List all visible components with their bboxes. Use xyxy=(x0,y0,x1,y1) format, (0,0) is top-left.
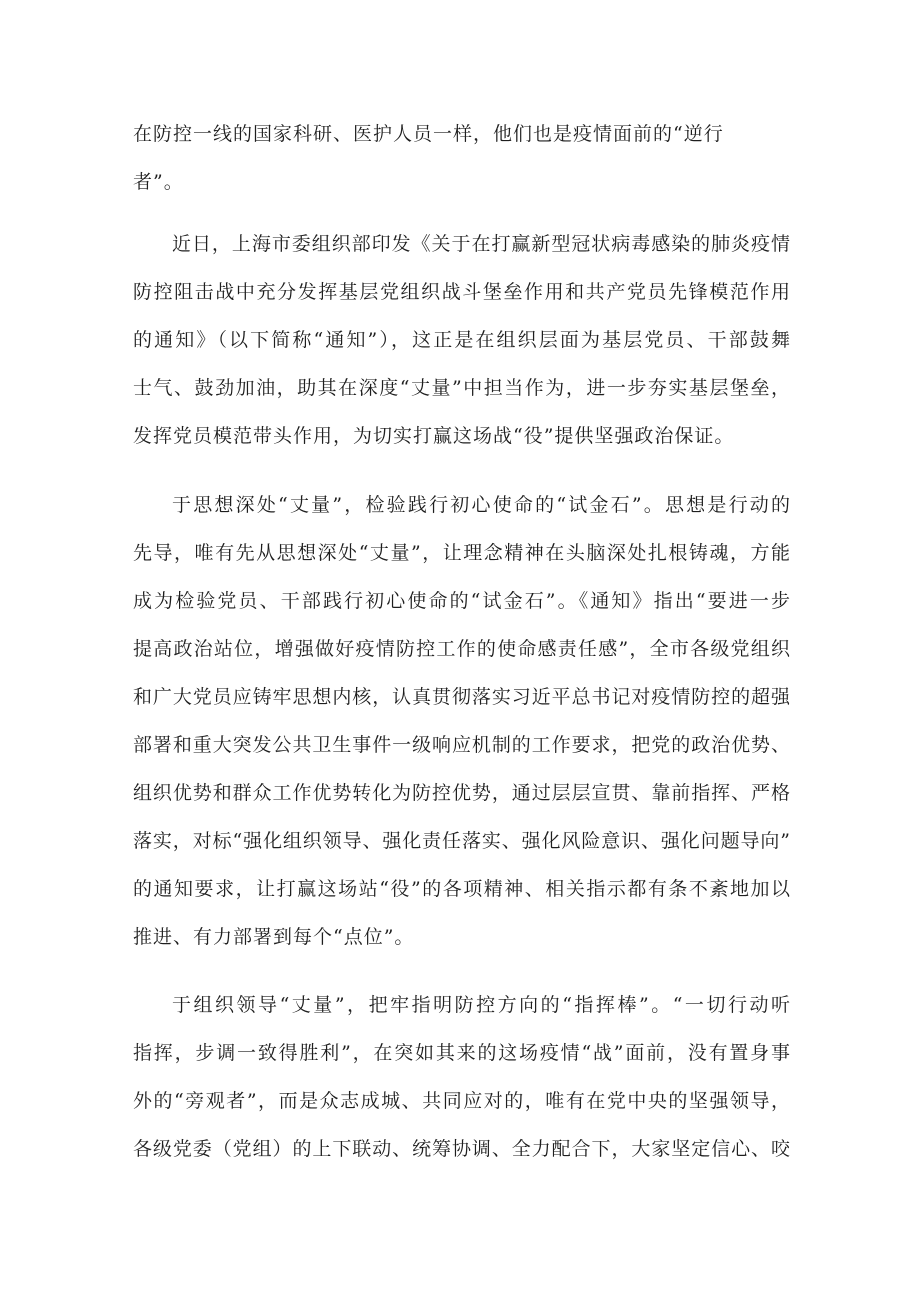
text-line: 防控阻击战中充分发挥基层党组织战斗堡垒作用和共产党员先锋模范作用 xyxy=(133,281,790,303)
paragraph-4 xyxy=(133,981,790,1173)
text-line: 各级党委（党组）的上下联动、统筹协调、全力配合下，大家坚定信心、咬 xyxy=(133,1138,790,1160)
text-line: 推进、有力部署到每个“点位”。 xyxy=(133,926,415,948)
text-line: 于思想深处“丈量”，检验践行初心使命的“试金石”。思想是行动的 xyxy=(172,494,790,516)
text-line: 近日，上海市委组织部印发《关于在打赢新型冠状病毒感染的肺炎疫情 xyxy=(172,233,790,255)
paragraph-1 xyxy=(133,110,790,206)
text-line: 在防控一线的国家科研、医护人员一样，他们也是疫情面前的“逆行 xyxy=(133,123,724,145)
text-line: 者”。 xyxy=(133,171,184,193)
text-line: 和广大党员应铸牢思想内核，认真贯彻落实习近平总书记对疫情防控的超强 xyxy=(133,686,790,708)
text-line: 发挥党员模范带头作用，为切实打赢这场战“役”提供坚强政治保证。 xyxy=(133,425,735,447)
paragraph-3 xyxy=(133,481,790,961)
text-line: 先导，唯有先从思想深处“丈量”，让理念精神在头脑深处扎根铸魂，方能 xyxy=(133,542,790,564)
text-line: 成为检验党员、干部践行初心使命的“试金石”。《通知》指出“要进一步 xyxy=(133,590,790,612)
text-line: 士气、鼓劲加油，助其在深度“丈量”中担当作为，进一步夯实基层堡垒， xyxy=(133,377,790,399)
text-line: 落实，对标“强化组织领导、强化责任落实、强化风险意识、强化问题导向” xyxy=(133,830,790,852)
text-line: 指挥，步调一致得胜利”，在突如其来的这场疫情“战”面前，没有置身事 xyxy=(133,1042,790,1064)
text-line: 外的“旁观者”，而是众志成城、共同应对的，唯有在党中央的坚强领导， xyxy=(133,1090,790,1112)
text-line: 的通知要求，让打赢这场站“役”的各项精神、相关指示都有条不紊地加以 xyxy=(133,878,790,900)
text-line: 的通知》（以下简称“通知”），这正是在组织层面为基层党员、干部鼓舞 xyxy=(133,329,790,351)
paragraph-2 xyxy=(133,220,790,460)
text-line: 组织优势和群众工作优势转化为防控优势，通过层层宣贯、靠前指挥、严格 xyxy=(133,782,790,804)
text-line: 提高政治站位，增强做好疫情防控工作的使命感责任感”，全市各级党组织 xyxy=(133,638,790,660)
text-line: 部署和重大突发公共卫生事件一级响应机制的工作要求，把党的政治优势、 xyxy=(133,734,790,756)
text-line: 于组织领导“丈量”，把牢指明防控方向的“指挥棒”。“一切行动听 xyxy=(172,994,790,1016)
